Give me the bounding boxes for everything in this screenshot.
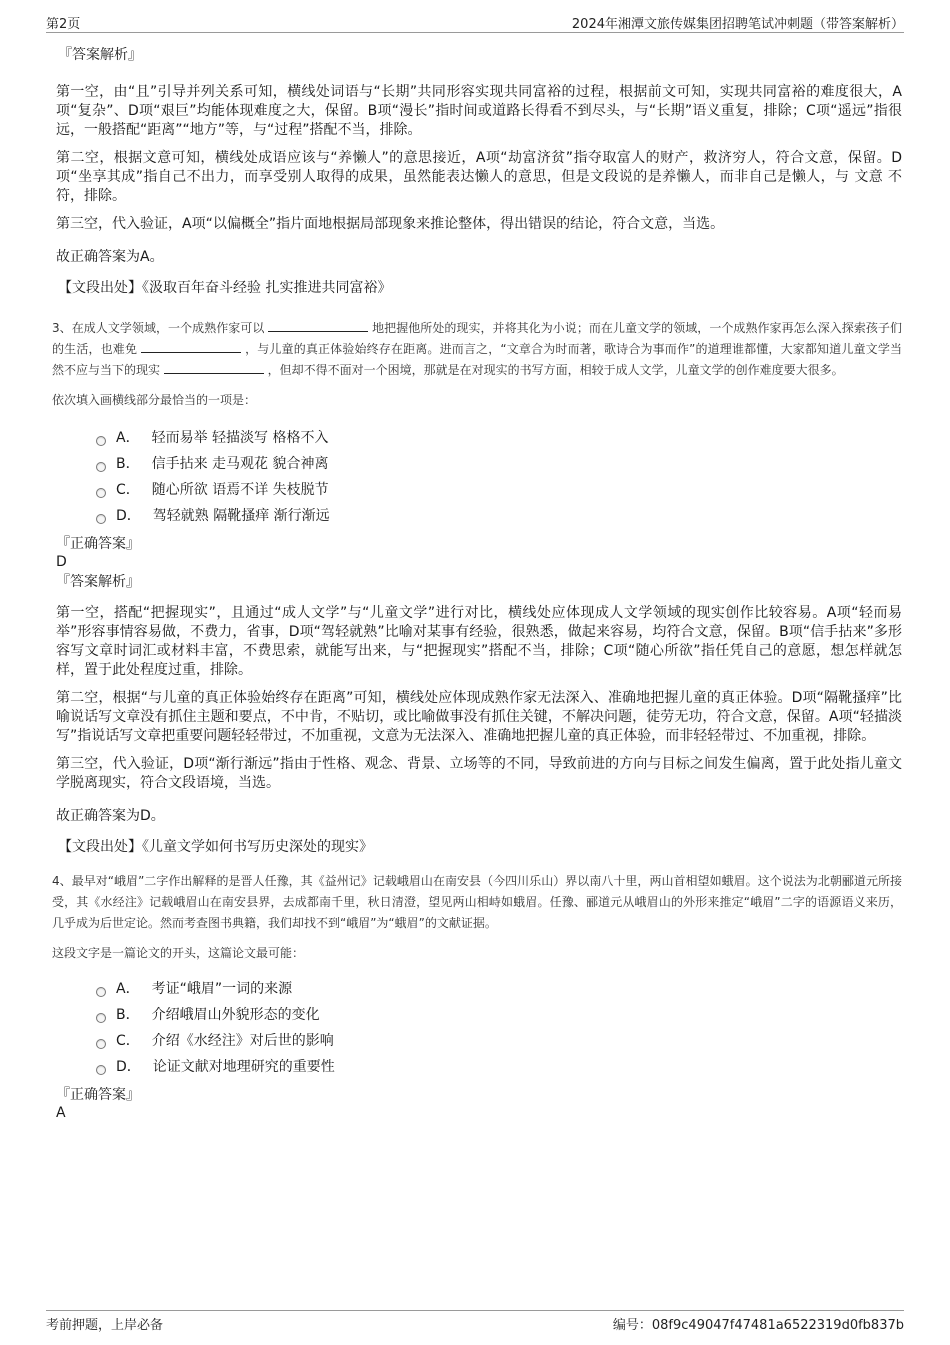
page-number: 第2页 <box>46 17 81 32</box>
fill-blank-line <box>268 319 368 332</box>
question-stem-part: ，但却不得不面对一个困境，那就是在对现实的书写方面，相较于成人文学，儿童文学的创作难度要大很多。 <box>267 363 844 377</box>
question-stem-part: ，与儿童的真正体验始终存在距离。进而言之，“文章合为时而著，歌诗合为事而作”的道理谁都懂，大家都知道儿童文学当然不应与当下的现实 <box>52 342 902 377</box>
analysis-label: 『答案解析』 <box>56 574 140 590</box>
question-stem-part: 地把握他所处的现实，并将其化为小说；而在儿童文学的领域，一个成熟作家再怎么深入探索孩子们的生活，也难免 <box>52 321 902 356</box>
option-d[interactable] <box>96 503 902 529</box>
page-footer <box>46 1310 904 1333</box>
question-stem <box>52 318 902 381</box>
question-stem-part: 3、在成人文学领域，一个成熟作家可以 <box>52 321 265 335</box>
page-header <box>46 10 904 33</box>
option-text: 信手拈来 走马观花 貌合神离 <box>151 456 329 472</box>
option-a[interactable] <box>96 976 902 1002</box>
radio-button[interactable] <box>96 514 106 524</box>
radio-button[interactable] <box>96 488 106 498</box>
radio-button[interactable] <box>96 1039 106 1049</box>
option-text: 驾轻就熟 隔靴搔痒 渐行渐远 <box>152 508 330 524</box>
analysis-label: 『答案解析』 <box>58 47 142 63</box>
option-text: 论证文献对地理研究的重要性 <box>152 1059 335 1075</box>
radio-button[interactable] <box>96 436 106 446</box>
option-letter: B． <box>116 1007 140 1023</box>
option-letter: D． <box>116 1059 141 1075</box>
option-text: 考证“峨眉”一词的来源 <box>151 981 293 997</box>
fill-blank-line <box>164 361 264 374</box>
option-letter: C． <box>116 482 140 498</box>
correct-answer-statement: 故正确答案为A。 <box>56 249 164 265</box>
option-text: 介绍《水经注》对后世的影响 <box>151 1033 334 1049</box>
fill-blank-line <box>141 340 241 353</box>
option-text: 介绍峨眉山外貌形态的变化 <box>151 1007 320 1023</box>
analysis-paragraph: 第二空，根据“与儿童的真正体验始终存在距离”可知，横线处应体现成熟作家无法深入、准确地把握儿童的真正体验。D项“隔靴搔痒”比喻说话写文章没有抓住主题和要点，不中肯，不贴切，或比喻做事没有抓住关键，不解决问题，徒劳无功，符合文意，保留。A项“轻描淡写”指说话写文章把重要问题轻轻带过，不加重视，文意为无法深入、准确地把握儿童的真正体验，而非轻轻带过、不加重视，排除。 <box>56 690 902 744</box>
question-instruction: 这段文字是一篇论文的开头，这篇论文最可能： <box>52 946 305 960</box>
correct-answer-label: 『正确答案』 <box>56 1087 140 1103</box>
analysis-paragraph: 第二空，根据文意可知，横线处成语应该与“养懒人”的意思接近，A项“劫富济贫”指夺取富人的财产，救济穷人，符合文意，保留。D项“坐享其成”指自己不出力，而享受别人取得的成果，虽然能表达懒人的意思，但是文段说的是养懒人，而非自己是懒人，与 文意 不符，排除。 <box>56 150 902 204</box>
option-c[interactable] <box>96 1028 902 1054</box>
question-instruction: 依次填入画横线部分最恰当的一项是： <box>52 393 257 407</box>
text-source: 【文段出处】《汲取百年奋斗经验 扎实推进共同富裕》 <box>58 280 392 296</box>
option-letter: C． <box>116 1033 140 1049</box>
correct-answer: A <box>56 1105 66 1121</box>
document-title: 2024年湘潭文旅传媒集团招聘笔试冲刺题（带答案解析） <box>571 17 904 32</box>
analysis-paragraph: 第一空，搭配“把握现实”，且通过“成人文学”与“儿童文学”进行对比，横线处应体现成人文学领域的现实创作比较容易。A项“轻而易举”形容事情容易做，不费力，省事，D项“驾轻就熟”比喻对某事有经验，很熟悉，做起来容易，均符合文意，保留。B项“信手拈来”多形容写文章时词汇或材料丰富，不费思索，就能写出来，与“把握现实”搭配不当，排除；C项“随心所欲”指任凭自己的意愿，想怎样就怎样，置于此处程度过重，排除。 <box>56 605 902 678</box>
analysis-paragraph: 第三空，代入验证，A项“以偏概全”指片面地根据局部现象来推论整体，得出错误的结论，符合文意，当选。 <box>56 216 725 232</box>
page-content <box>52 46 902 1122</box>
correct-answer-label: 『正确答案』 <box>56 536 140 552</box>
option-d[interactable] <box>96 1054 902 1080</box>
footer-slogan: 考前押题，上岸必备 <box>46 1318 164 1333</box>
option-c[interactable] <box>96 477 902 503</box>
radio-button[interactable] <box>96 1065 106 1075</box>
option-letter: A． <box>116 430 140 446</box>
question-stem: 4、最早对“峨眉”二字作出解释的是晋人任豫，其《益州记》记载峨眉山在南安县（今四川乐山）界以南八十里，两山首相望如蛾眉。这个说法为北朝郦道元所接受，其《水经注》记载峨眉山在南安县界，去成都南千里，秋日清澄，望见两山相峙如蛾眉。任豫、郦道元从峨眉山的外形来推定“峨眉”二字的语源语义来历，几乎成为后世定论。然而考查图书典籍，我们却找不到“峨眉”为“蛾眉”的文献证据。 <box>52 874 902 930</box>
document-id: 编号：08f9c49047f47481a6522319d0fb837b <box>612 1318 904 1333</box>
analysis-paragraph: 第一空，由“且”引导并列关系可知，横线处词语与“长期”共同形容实现共同富裕的过程，根据前文可知，实现共同富裕的难度很大，A项“复杂”、D项“艰巨”均能体现难度之大，保留。B项“漫长”指时间或道路长得看不到尽头，与“长期”语义重复，排除；C项“遥远”指很远，一般搭配“距离”“地方”等，与“过程”搭配不当，排除。 <box>56 84 902 138</box>
correct-answer-statement: 故正确答案为D。 <box>56 808 165 824</box>
option-b[interactable] <box>96 1002 902 1028</box>
text-source: 【文段出处】《儿童文学如何书写历史深处的现实》 <box>58 839 373 855</box>
option-text: 轻而易举 轻描淡写 格格不入 <box>151 430 329 446</box>
radio-button[interactable] <box>96 1013 106 1023</box>
radio-button[interactable] <box>96 462 106 472</box>
option-b[interactable] <box>96 451 902 477</box>
option-list <box>96 425 902 529</box>
option-letter: B． <box>116 456 140 472</box>
analysis-paragraph: 第三空，代入验证，D项“渐行渐远”指由于性格、观念、背景、立场等的不同，导致前进的方向与目标之间发生偏离，置于此处指儿童文学脱离现实，符合文段语境，当选。 <box>56 756 902 791</box>
option-list <box>96 976 902 1080</box>
option-a[interactable] <box>96 425 902 451</box>
option-text: 随心所欲 语焉不详 失枝脱节 <box>151 482 329 498</box>
radio-button[interactable] <box>96 987 106 997</box>
option-letter: A． <box>116 981 140 997</box>
option-letter: D． <box>116 508 141 524</box>
correct-answer: D <box>56 554 67 570</box>
